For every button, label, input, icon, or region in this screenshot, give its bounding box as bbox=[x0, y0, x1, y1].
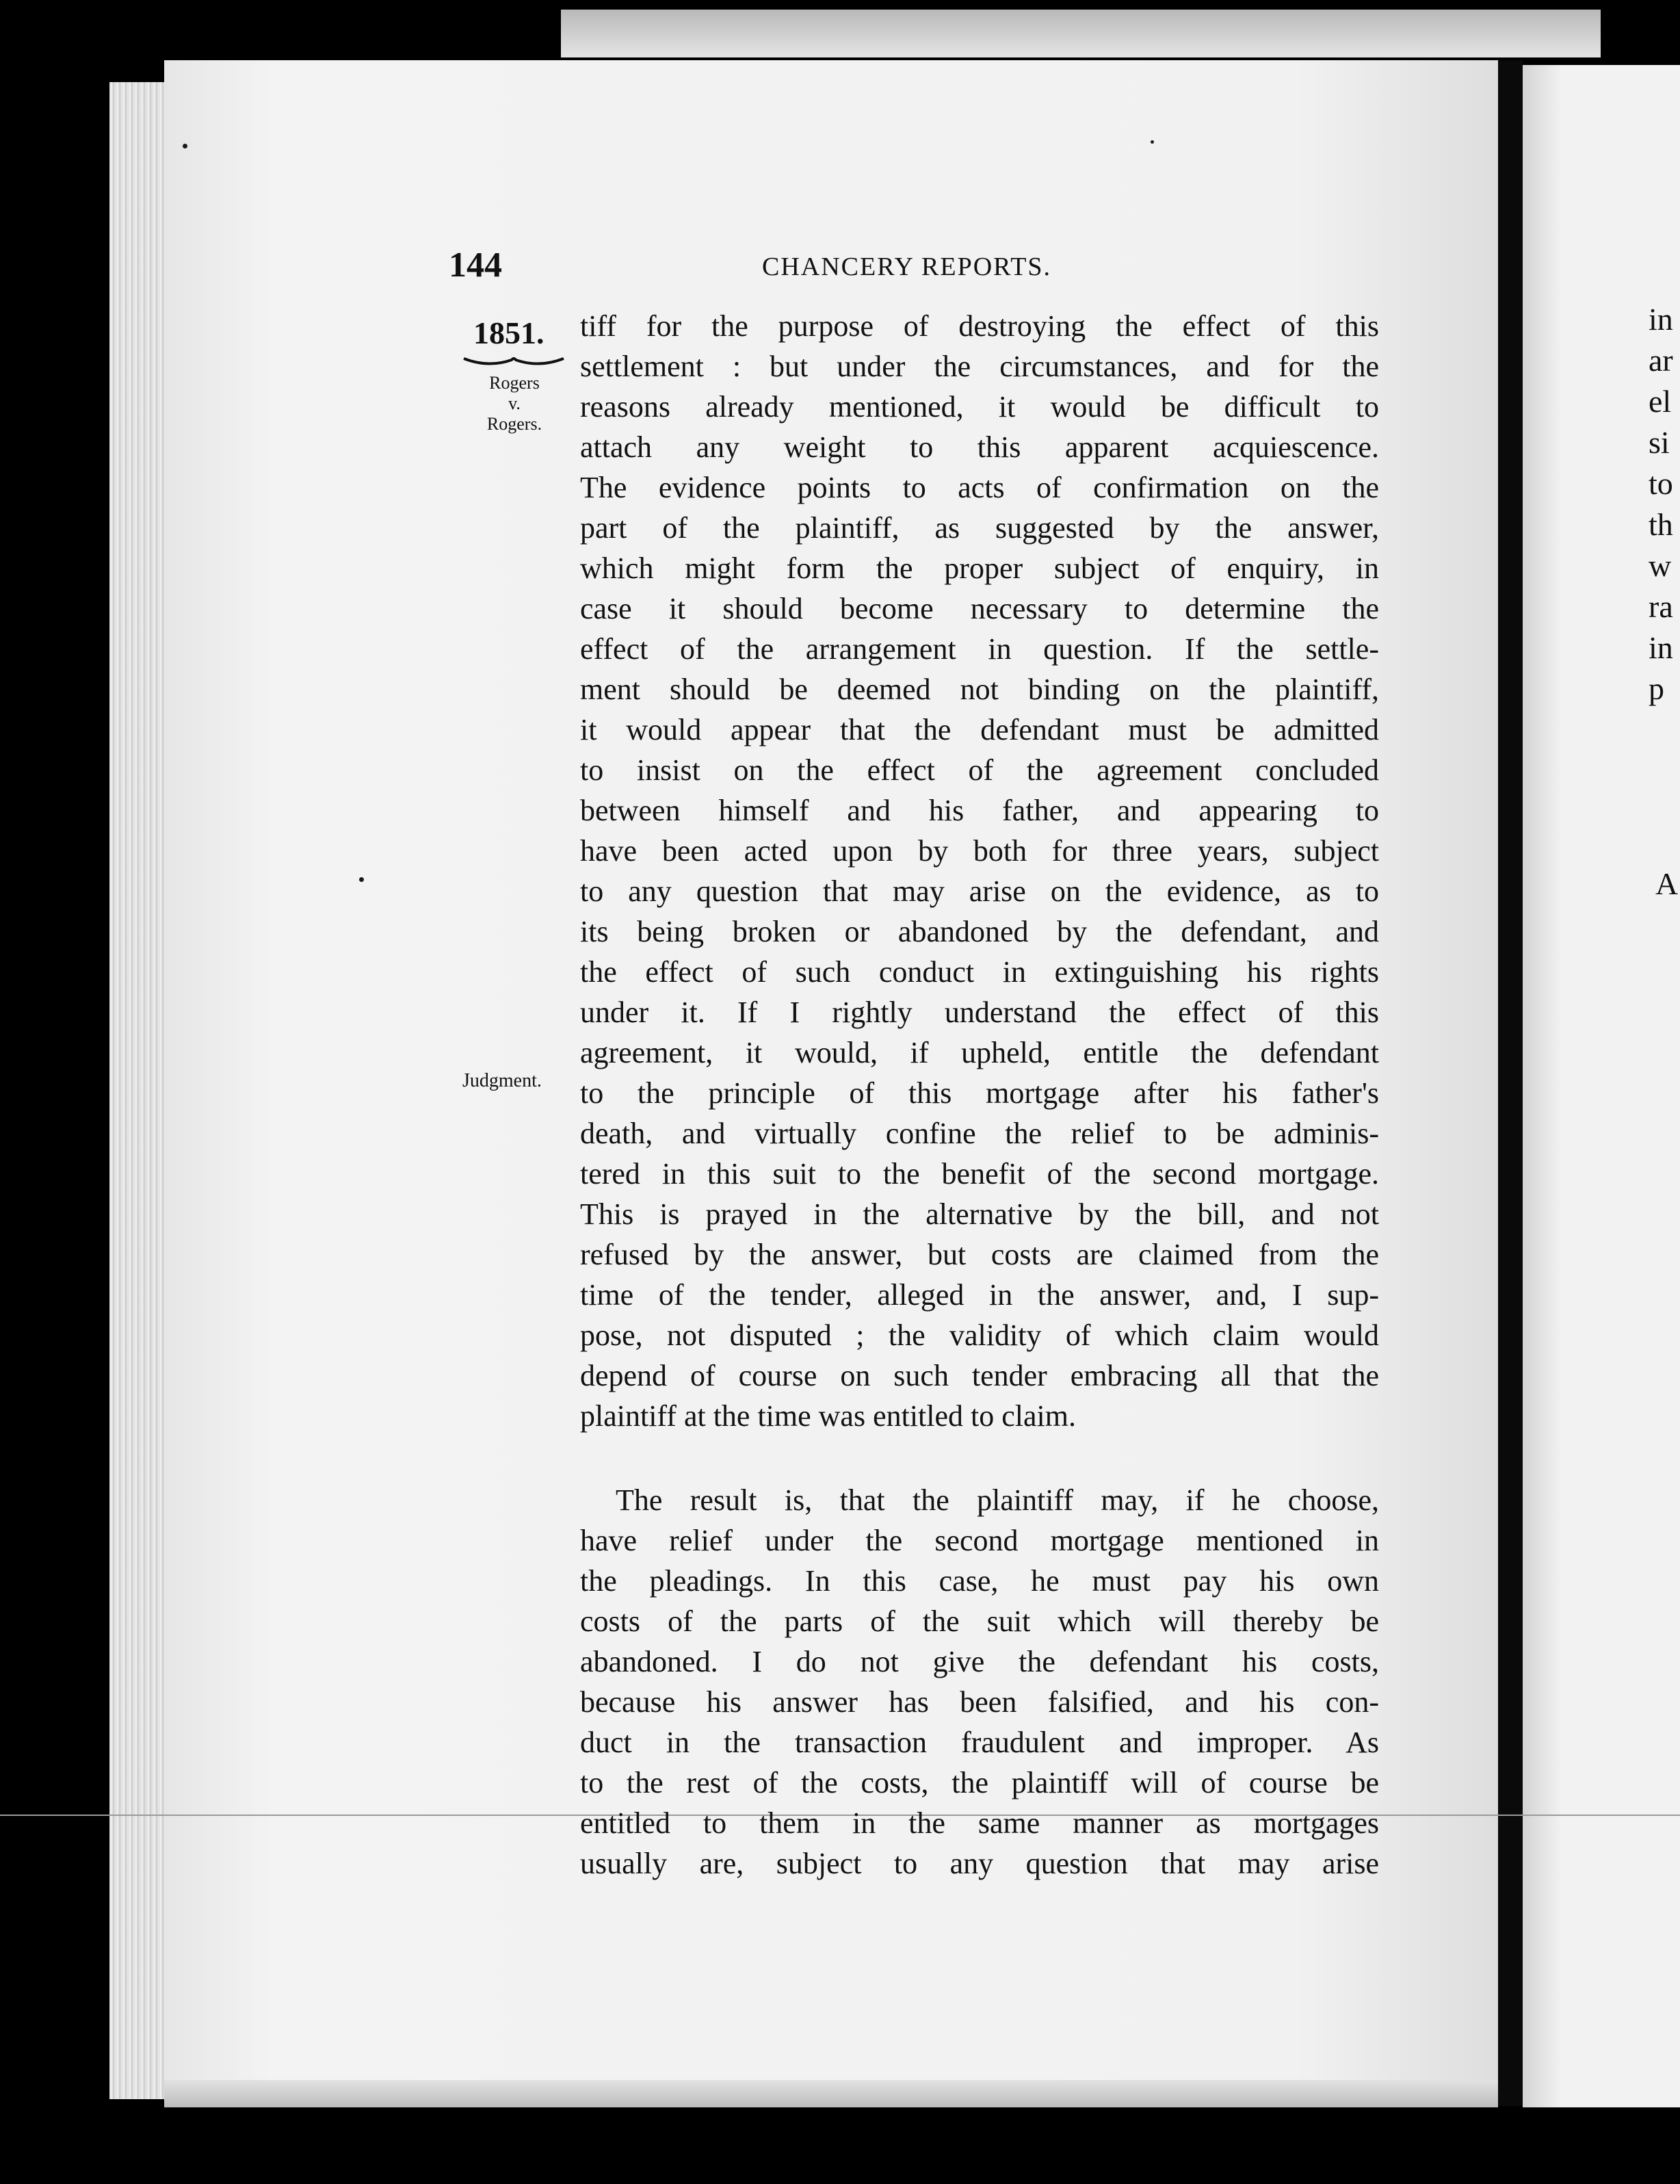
text-line: tiff for the purpose of destroying the effect of this bbox=[580, 309, 1379, 343]
margin-case-name bbox=[472, 373, 557, 434]
facing-page-fragment: ra bbox=[1649, 589, 1673, 624]
text-line: to any question that may arise on the evidence, as to bbox=[580, 874, 1379, 908]
facing-page bbox=[1523, 65, 1680, 2107]
text-line: depend of course on such tender embracing all that the bbox=[580, 1359, 1379, 1392]
text-line: because his answer has been falsified, and his con- bbox=[580, 1685, 1379, 1719]
text-line: to insist on the effect of the agreement concluded bbox=[580, 753, 1379, 787]
text-line: under it. If I rightly understand the effect of this bbox=[580, 996, 1379, 1029]
margin-brace bbox=[462, 356, 565, 372]
text-line: tered in this suit to the benefit of the second mortgage. bbox=[580, 1157, 1379, 1191]
text-line: which might form the proper subject of enquiry, in bbox=[580, 551, 1379, 585]
text-line: costs of the parts of the suit which will thereby be bbox=[580, 1604, 1379, 1638]
margin-judgment-note: Judgment. bbox=[462, 1070, 542, 1091]
facing-page-fragment: in bbox=[1649, 302, 1673, 337]
text-line: ment should be deemed not binding on the plaintiff, bbox=[580, 673, 1379, 706]
margin-year: 1851. bbox=[473, 315, 544, 350]
text-line: The result is, that the plaintiff may, if he choose, bbox=[616, 1483, 1379, 1517]
facing-page-fragment: el bbox=[1649, 384, 1672, 419]
text-line: have been acted upon by both for three years, subject bbox=[580, 834, 1379, 868]
text-line: The evidence points to acts of confirmation on the bbox=[580, 471, 1379, 504]
page-number: 144 bbox=[449, 246, 502, 285]
facing-page-fragment: th bbox=[1649, 507, 1673, 542]
text-line: refused by the answer, but costs are claimed from the bbox=[580, 1238, 1379, 1271]
running-title: CHANCERY REPORTS. bbox=[762, 252, 1052, 281]
text-line: settlement : but under the circumstances, and for the bbox=[580, 350, 1379, 383]
facing-page-fragment: A bbox=[1655, 866, 1679, 901]
text-line: its being broken or abandoned by the defendant, and bbox=[580, 915, 1379, 948]
text-line: reasons already mentioned, it would be difficult to bbox=[580, 390, 1379, 424]
facing-page-fragment: to bbox=[1649, 466, 1673, 501]
case-versus: v. bbox=[508, 393, 521, 413]
text-line: it would appear that the defendant must be admitted bbox=[580, 713, 1379, 746]
facing-page-fragment: ar bbox=[1649, 343, 1673, 378]
text-line: attach any weight to this apparent acquiescence. bbox=[580, 430, 1379, 464]
text-line: time of the tender, alleged in the answer, and, I sup- bbox=[580, 1278, 1379, 1312]
text-line: the pleadings. In this case, he must pay his own bbox=[580, 1564, 1379, 1598]
facing-page-fragment: p bbox=[1649, 671, 1664, 706]
text-line: agreement, it would, if upheld, entitle the defendant bbox=[580, 1036, 1379, 1069]
facing-page-fragment: w bbox=[1649, 548, 1672, 583]
text-line: pose, not disputed ; the validity of which claim would bbox=[580, 1318, 1379, 1352]
case-party-1: Rogers bbox=[489, 373, 540, 393]
text-line: death, and virtually confine the relief to be adminis- bbox=[580, 1117, 1379, 1150]
dust-speck bbox=[359, 877, 364, 882]
text-line: between himself and his father, and appearing to bbox=[580, 794, 1379, 827]
text-line: effect of the arrangement in question. If the settle- bbox=[580, 632, 1379, 666]
facing-page-fragment: in bbox=[1649, 630, 1673, 665]
text-line: to the principle of this mortgage after his father's bbox=[580, 1076, 1379, 1110]
dust-speck bbox=[1151, 140, 1154, 144]
dust-speck bbox=[183, 144, 187, 148]
book-spine bbox=[1498, 60, 1523, 2106]
text-line: have relief under the second mortgage mentioned in bbox=[580, 1524, 1379, 1557]
text-line: duct in the transaction fraudulent and improper. As bbox=[580, 1726, 1379, 1759]
text-line: abandoned. I do not give the defendant his costs, bbox=[580, 1645, 1379, 1678]
text-line: the effect of such conduct in extinguishing his rights bbox=[580, 955, 1379, 989]
text-line: This is prayed in the alternative by the bill, and not bbox=[580, 1197, 1379, 1231]
text-line: plaintiff at the time was entitled to claim. bbox=[580, 1399, 1076, 1433]
text-line: case it should become necessary to determine the bbox=[580, 592, 1379, 625]
text-line: entitled to them in the same manner as mortgages bbox=[580, 1806, 1379, 1840]
text-line: usually are, subject to any question that may arise bbox=[580, 1847, 1379, 1880]
case-party-2: Rogers. bbox=[486, 414, 542, 434]
text-line: part of the plaintiff, as suggested by the answer, bbox=[580, 511, 1379, 545]
text-line: to the rest of the costs, the plaintiff will of course be bbox=[580, 1766, 1379, 1799]
scan-top-strip bbox=[561, 10, 1601, 57]
facing-page-fragment: si bbox=[1649, 425, 1670, 460]
page-bottom-shadow bbox=[164, 2080, 1498, 2107]
